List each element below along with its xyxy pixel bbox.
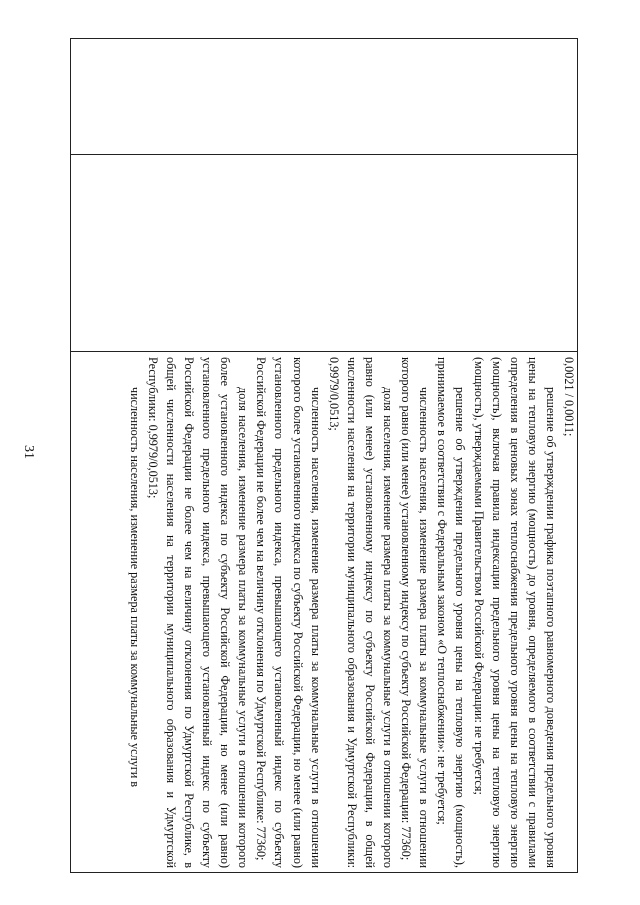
column-divider [71, 154, 577, 155]
column-divider [71, 351, 577, 352]
paragraph: численность населения, изменение размера платы за коммунальные услуги в отношении которого более установленного индекса по субъекту Российской Федерации, но менее (или равно) установленного предельного индекса, превышающего установленный индекс по субъекту Российской Федерации не более чем на величину отклонения по Удмуртской Республике: 77360; [254, 357, 323, 868]
paragraph: решение об утверждении графика поэтапного равномерного доведения предельного уровня цены на тепловую энергию (мощность) до уровня, определяемого в соответствии с правилами определения в ценовых зонах теплоснабжения предельного уровня цены на тепловую энергию (мощность), включая правила индексации предельного уровня цены на тепловую энергию (мощность), утверждаемыми Правительством Российской Федерации: не требуется; [471, 357, 558, 868]
paragraph: численность населения, изменение размера платы за коммунальные услуги в отношении которого равно (или менее) установленному индексу по субъекту Российской Федерации: 77360; [399, 357, 432, 868]
document-table [70, 38, 578, 873]
page-number: 31 [21, 445, 36, 459]
paragraph: доля населения, изменение размера платы за коммунальные услуги в отношении которого более установленного индекса по субъекту Российской Федерации, но менее (или равно) установленного предельного индекса, превышающего установленный индекс по субъекту Российской Федерации не более чем на величину отклонения по Удмуртской Республике, в общей численности населения на территории муниципального образования и Удмуртской Республики: 0,9979/0,0513; [145, 357, 251, 868]
table-cell-text [126, 357, 578, 868]
paragraph: 0,0021 / 0,0011; [562, 357, 576, 437]
paragraph: доля населения, изменение размера платы за коммунальные услуги в отношении которого равно (или менее) установленному индексу по субъекту Российской Федерации, в общей численности населения на территории муниципального образования и Удмуртской Республики: 0,9979/0,0513; [326, 357, 396, 868]
paragraph: численность населения, изменение размера платы за коммунальные услуги в [127, 387, 142, 788]
rotated-page-content [70, 38, 578, 873]
paragraph: решение об утверждении предельного уровня цены на тепловую энергию (мощность), принимаемое в соответствии с Федеральным законом «О теплоснабжении»: не требуется; [435, 357, 468, 868]
